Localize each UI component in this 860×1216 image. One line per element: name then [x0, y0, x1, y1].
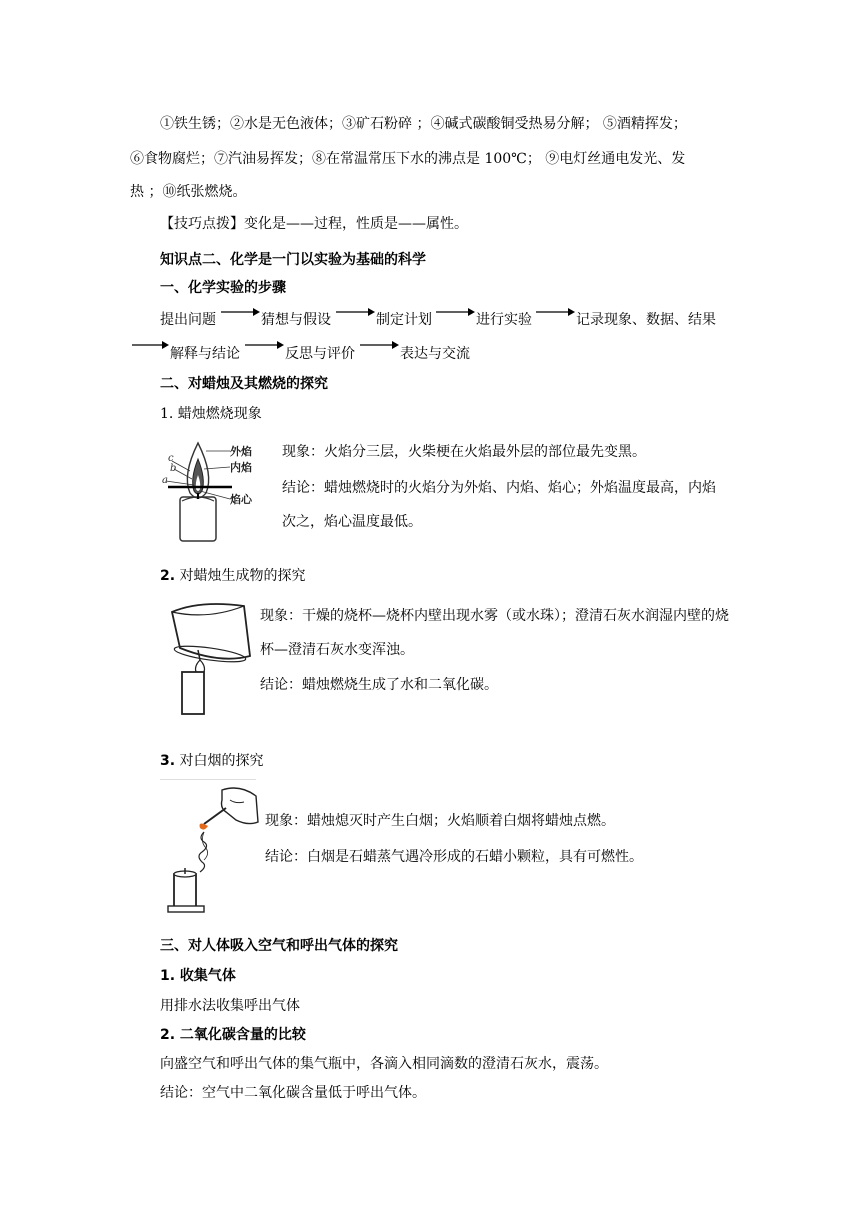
item3-phenomenon: 现象：蜡烛熄灭时产生白烟；火焰顺着白烟将蜡烛点燃。	[265, 813, 615, 829]
step-3: 制定计划	[376, 312, 432, 328]
part1-title: 一、化学实验的步骤	[160, 280, 286, 296]
item2-conclusion: 结论：蜡烛燃烧生成了水和二氧化碳。	[260, 677, 498, 693]
part3-sub2: 2. 二氧化碳含量的比较	[160, 1027, 306, 1043]
label-c: c	[168, 453, 174, 464]
item3-heading-num: 3.	[160, 753, 176, 769]
examples-line-2: ⑥食物腐烂；⑦汽油易挥发；⑧在常温常压下水的沸点是 100℃； ⑨电灯丝通电发光、发	[130, 151, 686, 167]
item1-phenomenon: 现象：火焰分三层，火柴梗在火焰最外层的部位最先变黑。	[282, 444, 646, 460]
label-a: a	[162, 475, 168, 486]
label-inner-flame: 内焰	[230, 461, 252, 474]
part3-sub1: 1. 收集气体	[160, 968, 236, 984]
step-8: 表达与交流	[400, 346, 470, 362]
beaker-over-candle-figure	[160, 600, 260, 718]
step-6: 解释与结论	[170, 346, 240, 362]
part3-sub1-text: 用排水法收集呼出气体	[160, 998, 300, 1014]
step-5: 记录现象、数据、结果	[576, 312, 716, 328]
arrow-icon	[358, 341, 400, 355]
item1-conclusion-line1: 结论：蜡烛燃烧时的火焰分为外焰、内焰、焰心；外焰温度最高，内焰	[282, 480, 716, 496]
examples-line-3: 热 ；⑩纸张燃烧。	[130, 184, 247, 200]
arrow-icon	[534, 308, 576, 322]
step-7: 反思与评价	[285, 346, 355, 362]
part3-title: 三、对人体吸入空气和呼出气体的探究	[160, 938, 398, 954]
part3-sub2-conclusion: 结论：空气中二氧化碳含量低于呼出气体。	[160, 1085, 426, 1101]
item1-heading: 1. 蜡烛燃烧现象	[160, 406, 262, 422]
item2-phenomenon-line2: 杯—澄清石灰水变浑浊。	[260, 642, 414, 658]
item3-conclusion: 结论：白烟是石蜡蒸气遇冷形成的石蜡小颗粒，具有可燃性。	[265, 849, 643, 865]
white-smoke-figure	[160, 782, 260, 917]
arrow-icon	[130, 341, 170, 355]
arrow-icon	[219, 308, 261, 322]
item2-phenomenon-line1: 现象：干燥的烧杯—烧杯内壁出现水雾（或水珠）；澄清石灰水润湿内壁的烧	[260, 608, 729, 624]
item1-conclusion-line2: 次之，焰心温度最低。	[282, 514, 422, 530]
candle-flame-figure	[160, 435, 260, 545]
arrow-icon	[243, 341, 285, 355]
label-core-flame: 焰心	[230, 493, 252, 506]
step-4: 进行实验	[476, 312, 532, 328]
tip: 【技巧点拨】变化是——过程，性质是——属性。	[160, 216, 468, 232]
label-outer-flame: 外焰	[230, 445, 252, 458]
divider	[160, 779, 256, 780]
step-2: 猜想与假设	[261, 312, 331, 328]
item2-heading: 对蜡烛生成物的探究	[179, 568, 306, 584]
label-b: b	[170, 463, 177, 474]
part2-title: 二、对蜡烛及其燃烧的探究	[160, 376, 328, 392]
item3-heading: 对白烟的探究	[179, 753, 264, 769]
examples-line-1: ①铁生锈；②水是无色液体；③矿石粉碎 ；④碱式碳酸铜受热易分解； ⑤酒精挥发；	[160, 116, 687, 132]
item2-heading-num: 2.	[160, 568, 176, 584]
section-title: 知识点二、化学是一门以实验为基础的科学	[160, 252, 426, 268]
arrow-icon	[334, 308, 376, 322]
step-1: 提出问题	[160, 312, 216, 328]
part3-sub2-text: 向盛空气和呼出气体的集气瓶中，各滴入相同滴数的澄清石灰水，震荡。	[160, 1056, 608, 1072]
arrow-icon	[434, 308, 476, 322]
